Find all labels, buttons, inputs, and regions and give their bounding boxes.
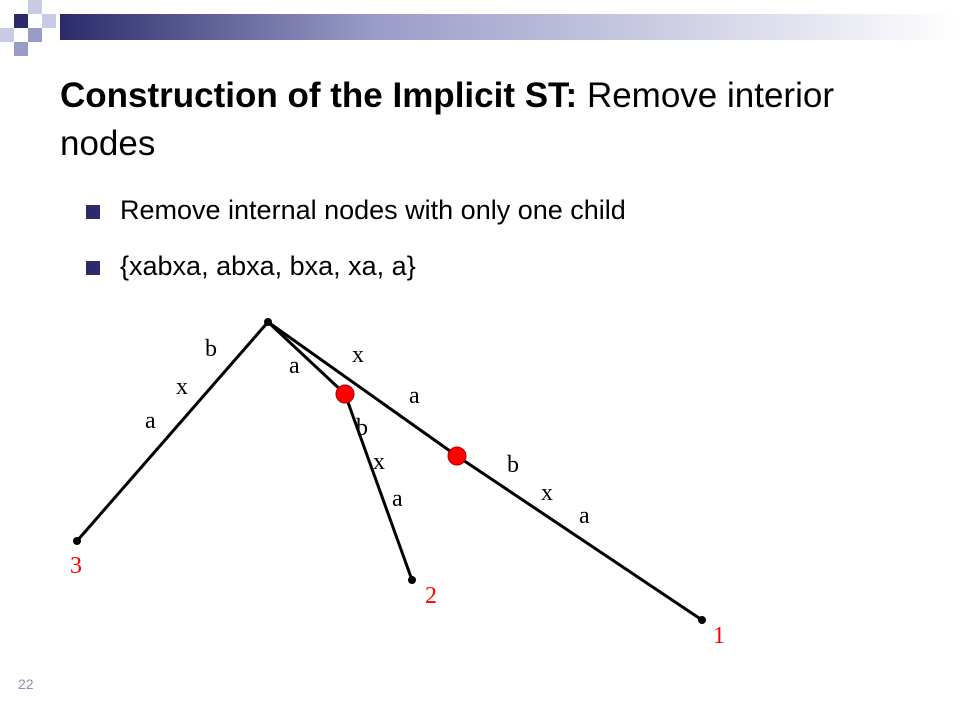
bullet-item [86, 195, 626, 225]
slide-number: 22 [18, 676, 34, 692]
bullet-square-icon [86, 261, 100, 275]
edge-label: b [356, 415, 368, 441]
slide-title-bold: Construction of the Implicit ST: [60, 76, 578, 115]
edge-label: a [289, 353, 300, 379]
edge-root-to-node-a [268, 322, 345, 394]
bullet-square-icon [86, 205, 100, 219]
slide-title-normal: Remove interior nodes [60, 76, 834, 163]
edge-label: b [507, 452, 519, 478]
bullet-item [86, 251, 626, 281]
edge-root-to-leaf-3 [77, 322, 268, 541]
edge-label: x [373, 449, 385, 475]
suffix-tree-diagram [0, 300, 960, 680]
deco-square [28, 28, 42, 42]
deco-square [0, 0, 14, 14]
edge-label: x [352, 342, 364, 368]
leaf-label: 3 [70, 553, 82, 579]
edge-label: x [541, 480, 553, 506]
deco-square [0, 28, 14, 42]
edge-label: x [176, 374, 188, 400]
bullet-text: Remove internal nodes with only one child [120, 195, 626, 225]
leaf-node-2 [408, 576, 416, 584]
edge-label: a [145, 408, 156, 434]
edge-node-xa-to-leaf-1 [457, 456, 702, 620]
deco-square [14, 14, 28, 28]
edge-label: b [205, 336, 217, 362]
edge-label: a [579, 503, 590, 529]
leaf-label: 1 [713, 623, 725, 649]
deco-square [28, 0, 42, 14]
leaf-node-1 [698, 616, 706, 624]
slide-title [60, 72, 920, 168]
leaf-label: 2 [425, 583, 437, 609]
internal-node-removed [336, 385, 354, 403]
bullet-list [86, 195, 626, 307]
header-gradient-bar [60, 14, 960, 40]
internal-node-removed [448, 447, 466, 465]
root-node [264, 318, 272, 326]
deco-square [14, 42, 28, 56]
edge-label: a [409, 383, 420, 409]
header-decoration [0, 0, 960, 60]
leaf-node-3 [73, 537, 81, 545]
edge-label: a [392, 486, 403, 512]
bullet-text: {xabxa, abxa, bxa, xa, a} [120, 251, 416, 281]
deco-square [42, 14, 56, 28]
